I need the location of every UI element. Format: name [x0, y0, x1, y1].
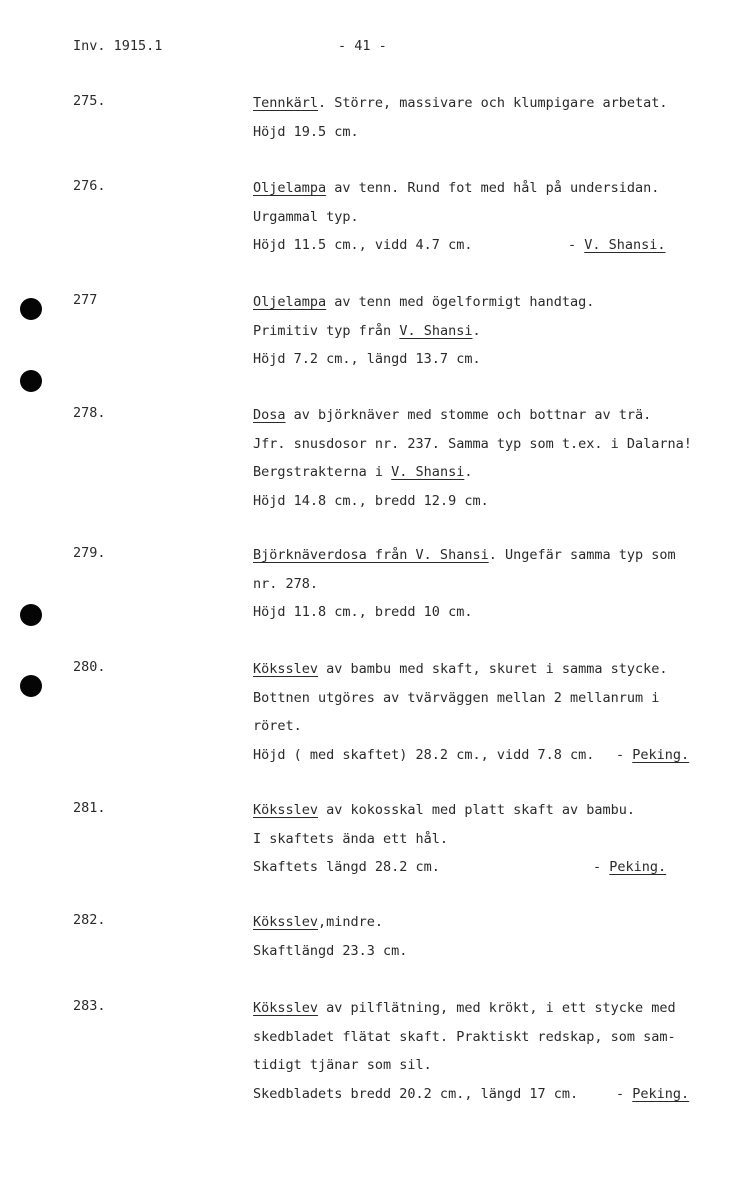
- entry-text: av tenn med ögelformigt handtag.: [326, 294, 595, 310]
- entry-line: [253, 1055, 432, 1075]
- entry-text: . Ungefär samma typ som: [488, 547, 676, 563]
- entry-text: .: [472, 322, 481, 339]
- entry-line: [253, 688, 659, 708]
- entry-number: 277: [73, 292, 98, 308]
- inventory-reference: Inv. 1915.1: [73, 38, 163, 54]
- entry-line: [253, 998, 676, 1018]
- entry-line: [253, 462, 472, 482]
- punch-hole: [20, 370, 42, 392]
- entry-term: Oljelampa: [253, 180, 327, 196]
- entry-text: röret.: [253, 718, 302, 734]
- entry-line: [253, 800, 635, 820]
- entry-text: Skedbladets bredd 20.2 cm., längd 17 cm.: [253, 1085, 579, 1102]
- entry-text: Höjd 11.8 cm., bredd 10 cm.: [253, 604, 473, 620]
- dash: -: [616, 746, 633, 763]
- entry-line: [253, 1027, 676, 1047]
- page-number: - 41 -: [338, 38, 387, 54]
- entry-text: Höjd 19.5 cm.: [253, 123, 359, 140]
- entry-text: av pilflätning, med krökt, i ett stycke med: [318, 1000, 676, 1016]
- entry-term: Björknäverdosa från V. Shansi: [253, 547, 489, 563]
- entry-term: Oljelampa: [253, 294, 327, 310]
- entry-line: [253, 235, 472, 255]
- entry-text: av tenn. Rund fot med hål på undersidan.: [326, 180, 660, 196]
- entry-text: Bergstrakterna i: [253, 464, 392, 480]
- entry-text: av bambu med skaft, skuret i samma stycke.: [318, 661, 668, 677]
- entry-term: Köksslev: [253, 1000, 319, 1016]
- entry-text: av björknäver med stomme och bottnar av trä.: [285, 407, 652, 423]
- entry-text: Bottnen utgöres av tvärväggen mellan 2 mellanrum i: [253, 689, 660, 706]
- provenance: V. Shansi.: [584, 237, 666, 253]
- entry-term: Dosa: [253, 407, 286, 423]
- entry-line: [253, 434, 692, 454]
- entry-number: 283.: [73, 998, 106, 1014]
- entry-text: ,mindre.: [318, 914, 384, 930]
- entry-text: I skaftets ända ett hål.: [253, 830, 449, 847]
- entry-text: tidigt tjänar som sil.: [253, 1057, 432, 1073]
- entry-line: [253, 491, 489, 511]
- entry-text: Höjd 7.2 cm., längd 13.7 cm.: [253, 351, 481, 367]
- entry-line: [253, 574, 318, 594]
- entry-line: [253, 659, 668, 679]
- entry-number: 282.: [73, 912, 106, 928]
- entry-line: [253, 321, 481, 341]
- entry-term: Tennkärl: [253, 95, 319, 111]
- entry-line: [253, 602, 472, 622]
- dash: -: [616, 1085, 633, 1102]
- entry-line: [253, 545, 676, 565]
- entry-number: 279.: [73, 545, 106, 561]
- entry-number: 276.: [73, 178, 106, 194]
- entry-line: [253, 178, 659, 198]
- entry-line: [253, 745, 594, 765]
- dash: -: [593, 859, 610, 875]
- entry-line: [253, 122, 359, 142]
- provenance: Peking.: [609, 859, 667, 875]
- entry-line: [253, 292, 594, 312]
- entry-number: 281.: [73, 800, 106, 816]
- provenance-line: [593, 857, 666, 877]
- provenance-line: [568, 235, 666, 255]
- entry-line: [253, 716, 302, 736]
- entry-line: [253, 912, 383, 932]
- entry-text: .: [464, 464, 473, 480]
- entry-text: Höjd 11.5 cm., vidd 4.7 cm.: [253, 237, 473, 253]
- punch-hole: [20, 675, 42, 697]
- provenance-line: [616, 1084, 689, 1104]
- entry-text: Höjd 14.8 cm., bredd 12.9 cm.: [253, 492, 489, 509]
- provenance: V. Shansi: [391, 464, 465, 480]
- entry-text: skedbladet flätat skaft. Praktiskt redskap, som sam-: [253, 1028, 676, 1045]
- punch-hole: [20, 298, 42, 320]
- entry-term: Köksslev: [253, 914, 319, 930]
- provenance: Peking.: [632, 746, 690, 763]
- entry-line: [253, 349, 481, 369]
- entry-text: Urgammal typ.: [253, 208, 359, 225]
- entry-line: [253, 829, 448, 849]
- entry-line: [253, 405, 651, 425]
- entry-line: [253, 1084, 578, 1104]
- entry-text: Skaftets längd 28.2 cm.: [253, 859, 440, 875]
- entry-text: . Större, massivare och klumpigare arbetat.: [318, 95, 668, 111]
- entry-term: Köksslev: [253, 661, 319, 677]
- entry-text: Primitiv typ från: [253, 322, 400, 339]
- entry-line: [253, 941, 407, 961]
- entry-text: Höjd ( med skaftet) 28.2 cm., vidd 7.8 cm.: [253, 746, 595, 763]
- entry-term: Köksslev: [253, 802, 319, 818]
- provenance-line: [616, 745, 689, 765]
- entry-number: 278.: [73, 405, 106, 421]
- entry-number: 275.: [73, 93, 106, 109]
- entry-line: [253, 857, 440, 877]
- entry-text: Skaftlängd 23.3 cm.: [253, 942, 408, 959]
- entry-text: nr. 278.: [253, 575, 319, 592]
- entry-line: [253, 207, 359, 227]
- entry-line: [253, 93, 668, 113]
- entry-number: 280.: [73, 659, 106, 675]
- dash: -: [568, 237, 585, 253]
- punch-hole: [20, 604, 42, 626]
- provenance: V. Shansi: [399, 322, 473, 339]
- entry-text: av kokosskal med platt skaft av bambu.: [318, 802, 636, 818]
- entry-text: Jfr. snusdosor nr. 237. Samma typ som t.ex. i Dalarna!: [253, 435, 692, 452]
- provenance: Peking.: [632, 1085, 690, 1102]
